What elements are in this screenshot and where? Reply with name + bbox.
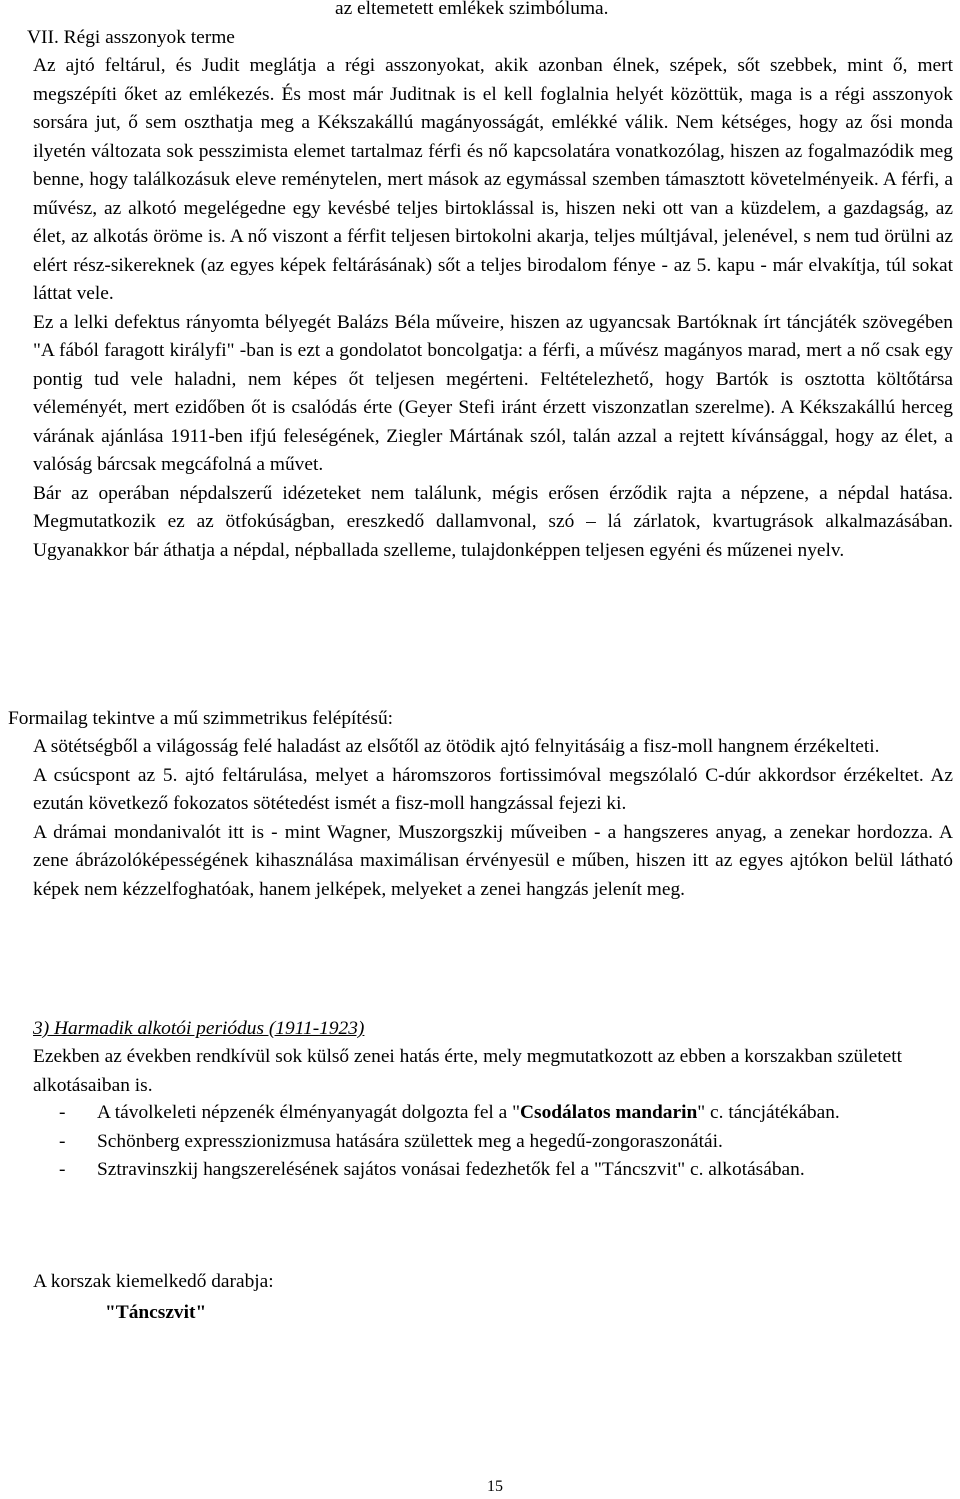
list-item-bold: Csodálatos mandarin (520, 1102, 698, 1123)
list-item-text-before: A távolkeleti népzenék élményanyagát dolgozta fel a " (97, 1102, 521, 1123)
paragraph: Bár az operában népdalszerű idézeteket nem találunk, mégis erősen érződik rajta a népzene, a népdal hatása. Megmutatkozik ez az ötfokúságban, ereszkedő dallamvonal, szó – lá zárlatok, kvartugrások alkalmazásában. Ugyanakkor bár áthatja a népdal, népballada szelleme, tulajdonképpen teljesen egyéni és műzenei nyelv. (33, 482, 953, 561)
paragraph: A sötétségből a világosság felé haladást az elsőtől az ötödik ajtó felnyitásáig a fisz-moll hangnem érzékelteti. (33, 736, 880, 757)
paragraph: Ez a lelki defektus rányomta bélyegét Balázs Béla műveire, hiszen az ugyancsak Bartóknak írt táncjáték szövegében "A fából faragott királyfi" -ban is ezt a gondolatot boncolgatja: a férfi, a művész magányos marad, mert a nő csak egy pontig tud vele haladni, nem képes őt teljesen megérteni. Feltételezhető, hogy Bartók is osztotta költőtársa véleményét, mert ezidőben őt is csalódás érte (Geyer Stefi iránt érzett viszonzatlan szerelme). A Kékszakállú herceg várának ajánlása 1911-ben ifjú feleségének, Ziegler Mártának szól, talán azzal a rejtett kívánsággal, hogy az élet, a valóság bárcsak megcáfolná a művet. (33, 311, 953, 475)
list-item-text: Schönberg expresszionizmusa hatására születtek meg a hegedű-zongoraszonátái. (97, 1130, 723, 1152)
list-item (33, 1156, 955, 1185)
heading-left: VII. Régi asszonyok terme (27, 26, 235, 48)
body-text-block (33, 52, 953, 565)
section-title-text: 3) Harmadik alkotói periódus (1911-1923) (33, 1018, 365, 1039)
paragraph: Az ajtó feltárul, és Judit meglátja a régi asszonyokat, akik azonban élnek, szépek, sőt szebbek, mint ő, mert megszépíti őket az emlékezés. És most már Juditnak is el kell foglalnia helyét közöttük, maga is a régi asszonyok sorsára jut, ő sem oszthatja meg a Kékszakállú magányosságát, emlékké válik. Nem kétséges, hogy az ősi monda ilyetén változata sok pesszimista elemet tartalmaz férfi és nő kapcsolatára vonatkozólag, hiszen az fogalmazódik meg benne, hogy találkozásuk eleve reménytelen, mert mások az egymással szemben támasztott követelményeik. A férfi, a művész, az alkotó megelégedne egy kevésbé teljes birtoklással is, hiszen neki ott van a küzdelem, a gazdagság, az élet, az alkotás öröme is. A nő viszont a férfit teljesen birtokolni akarja, teljes múltjával, jelenével, s nem tud örülni az elért rész-sikereknek (az egyes képek feltárásának) sőt a teljes birodalom fénye - az 5. kapu - már elvakítja, túl sokat láttat vele. (33, 55, 953, 304)
highlight-label: A korszak kiemelkedő darabja: (33, 1271, 274, 1292)
list-item (33, 1128, 955, 1157)
section-title (33, 1015, 953, 1044)
list-dash: - (59, 1159, 66, 1180)
influence-list (33, 1099, 955, 1185)
list-dash: - (59, 1102, 66, 1123)
list-item-text-after: " c. táncjátékában. (697, 1102, 840, 1123)
form-intro: Formailag tekintve a mű szimmetrikus felépítésű: (8, 708, 394, 729)
highlight-work: "Táncszvit" (105, 1302, 207, 1323)
paragraph: A csúcspont az 5. ajtó feltárulása, melyet a háromszoros fortissimóval megszólaló C-dúr akkordsor érzékeltet. Az ezután következő fokozatos sötétedést ismét a fisz-moll hangzással fejezi ki. (33, 764, 953, 814)
list-item-text: Sztravinszkij hangszerelésének sajátos vonásai fedezhetők fel a "Táncszvit" c. alkotásában. (97, 1159, 805, 1180)
heading-right: az eltemetett emlékek szimbóluma. (335, 0, 609, 19)
list-item (33, 1099, 955, 1128)
paragraph: A drámai mondanivalót itt is - mint Wagner, Muszorgszkij műveiben - a hangszeres anyag, a zenekar hordozza. A zene ábrázolóképességének kihasználása maximálisan érvényesül e műben, hiszen itt az egyes ajtókon belül látható képek nem kézzelfoghatóak, hanem jelképek, melyeket a zenei hangzás jelenít meg. (33, 821, 953, 900)
page-number: 15 (487, 1478, 503, 1495)
list-dash: - (59, 1130, 66, 1152)
section-intro: Ezekben az években rendkívül sok külső zenei hatás érte, mely megmutatkozott az ebben a korszakban született alkotásaiban is. (33, 1046, 903, 1096)
form-text-block (33, 733, 953, 904)
